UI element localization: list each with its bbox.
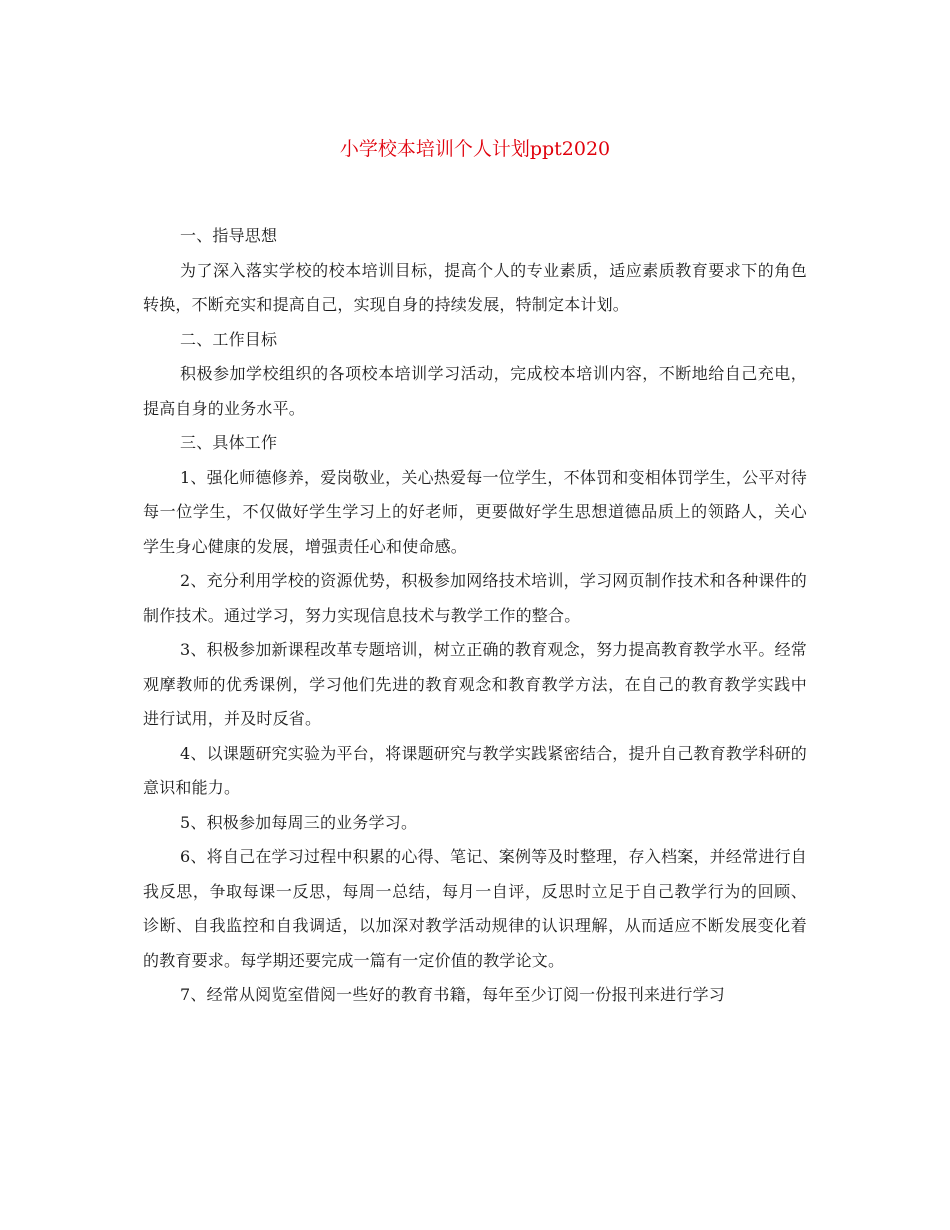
list-item-7: 7、经常从阅览室借阅一些好的教育书籍，每年至少订阅一份报刊来进行学习 — [180, 985, 725, 1004]
paragraph-work-goals: 积极参加学校组织的各项校本培训学习活动，完成校本培训内容，不断地给自己充电，提高自身的业务水平。 — [143, 364, 807, 418]
section-heading-guiding-ideology: 一、指导思想 — [180, 226, 278, 245]
list-item-5: 5、积极参加每周三的业务学习。 — [180, 812, 418, 832]
section-heading-specific-work: 三、具体工作 — [180, 433, 278, 452]
list-item-4: 4、以课题研究实验为平台，将课题研究与教学实践紧密结合，提升自己教育教学科研的意识和能力。 — [143, 743, 807, 797]
paragraph-guiding-ideology: 为了深入落实学校的校本培训目标，提高个人的专业素质，适应素质教育要求下的角色转换，不断充实和提高自己，实现自身的持续发展，特制定本计划。 — [143, 260, 807, 314]
document-title: 小学校本培训个人计划ppt2020 — [339, 138, 611, 160]
section-heading-work-goals: 二、工作目标 — [180, 329, 278, 349]
list-item-1: 1、强化师德修养，爱岗敬业，关心热爱每一位学生，不体罚和变相体罚学生，公平对待每一位学生，不仅做好学生学习上的好老师，更要做好学生思想道德品质上的领路人，关心学生身心健康的发展，增强责任心和使命感。 — [143, 467, 807, 556]
document-body — [143, 219, 807, 1013]
list-item-6: 6、将自己在学习过程中积累的心得、笔记、案例等及时整理，存入档案，并经常进行自我反思，争取每课一反思，每周一总结，每月一自评，反思时立足于自己教学行为的回顾、诊断、自我监控和自我调适，以加深对教学活动规律的认识理解，从而适应不断发展变化着的教育要求。每学期还要完成一篇有一定价值的教学论文。 — [143, 847, 807, 970]
list-item-2: 2、充分利用学校的资源优势，积极参加网络技术培训，学习网页制作技术和各种课件的制作技术。通过学习，努力实现信息技术与教学工作的整合。 — [143, 571, 807, 625]
list-item-3: 3、积极参加新课程改革专题培训，树立正确的教育观念，努力提高教育教学水平。经常观摩教师的优秀课例，学习他们先进的教育观念和教育教学方法，在自己的教育教学实践中进行试用，并及时反省。 — [143, 640, 807, 728]
